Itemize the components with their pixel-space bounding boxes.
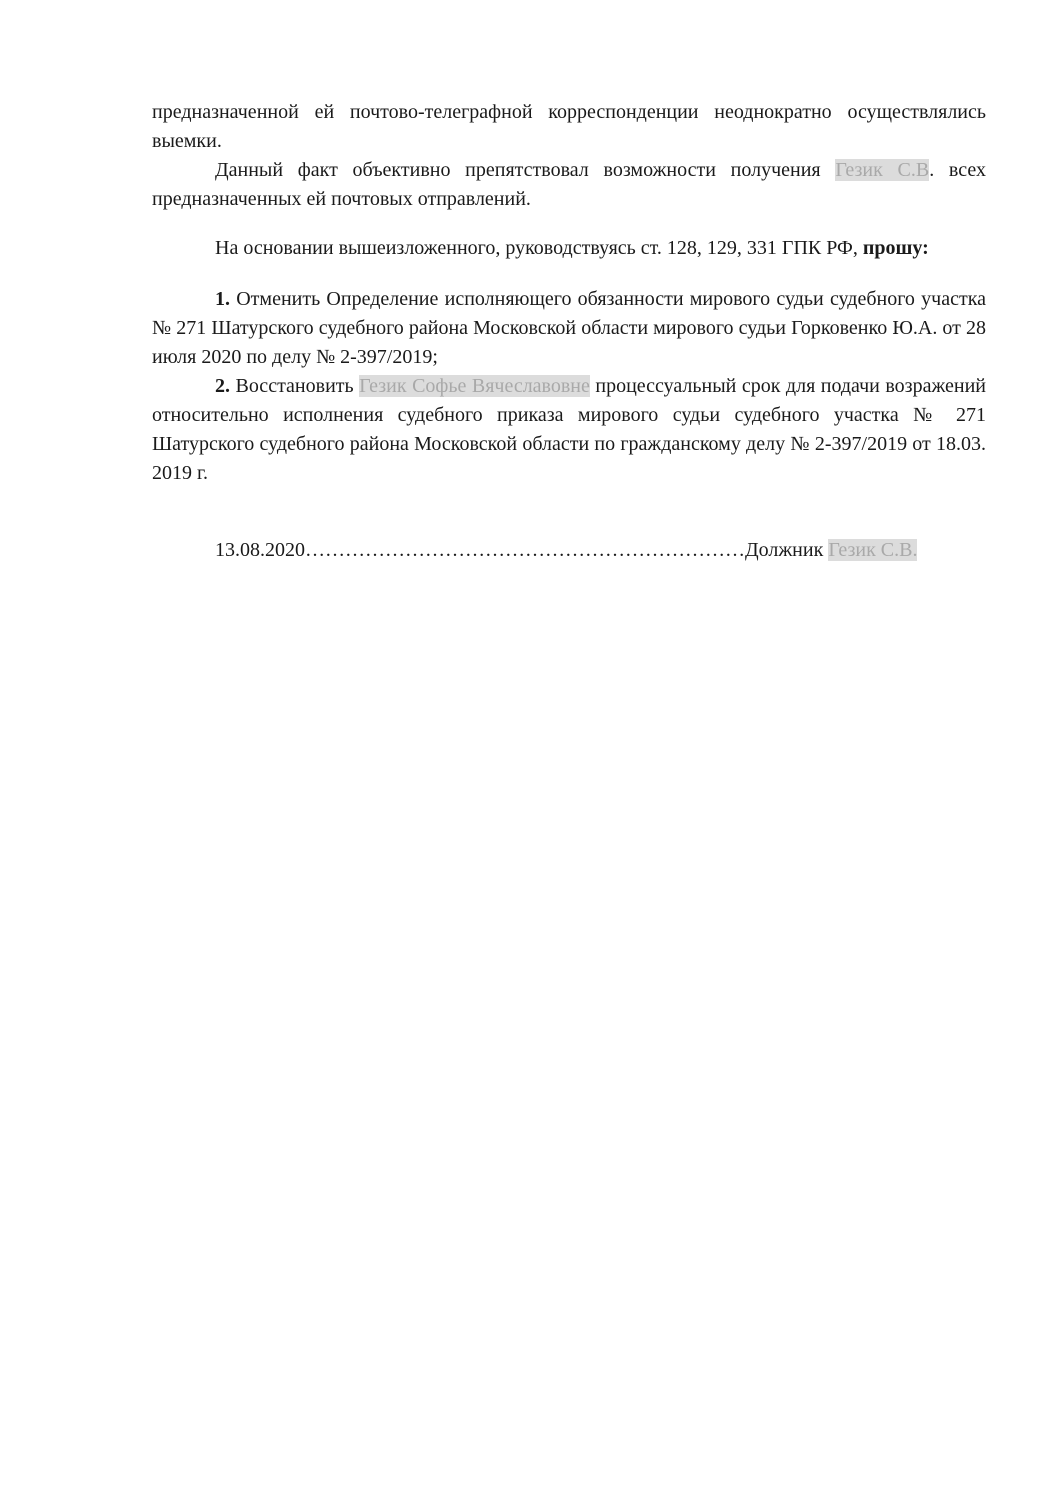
redacted-name: Гезик С.В xyxy=(835,159,930,181)
item-number: 1. xyxy=(215,288,230,310)
redacted-name: Гезик С.В. xyxy=(828,539,918,561)
signature-role: Должник xyxy=(745,539,829,561)
item-text-before: Восстановить xyxy=(230,375,360,397)
signature-dots: ………………………………………………………… xyxy=(305,539,745,561)
item-text-after: процессуальный срок для подачи возражений относительно исполнения судебного приказа мирового судьи судебного участка № 271 Шатурского судебного района Московской области по гражданскому делу № 2-397/2019 от 18.03. 2019 г. xyxy=(152,375,986,484)
item-text: Отменить Определение исполняющего обязанности мирового судьи судебного участка № 271 Шатурского судебного района Московской области мирового судьи Горковенко Ю.А. от 28 июля 2020 по делу № 2-397/2019; xyxy=(152,288,986,368)
paragraph-fact-after: . всех предназначенных ей почтовых отправлений. xyxy=(152,159,986,210)
redacted-name: Гезик Софье Вячеславовне xyxy=(359,375,590,397)
document-body xyxy=(152,98,986,565)
signature-date: 13.08.2020 xyxy=(215,539,305,561)
request-item-2 xyxy=(152,372,986,488)
paragraph-fact-before: Данный факт объективно препятствовал возможности получения xyxy=(215,159,836,181)
paragraph-basis-text: На основании вышеизложенного, руководствуясь ст. 128, 129, 331 ГПК РФ, xyxy=(215,237,863,259)
paragraph-continuation: предназначенной ей почтово-телеграфной корреспонденции неоднократно осуществлялись выемки. xyxy=(152,101,986,152)
paragraph-basis xyxy=(152,234,986,263)
signature-line xyxy=(152,536,986,565)
item-number: 2. xyxy=(215,375,230,397)
paragraph-fact xyxy=(152,156,986,214)
request-item-1 xyxy=(152,285,986,372)
request-keyword: прошу: xyxy=(862,237,929,259)
